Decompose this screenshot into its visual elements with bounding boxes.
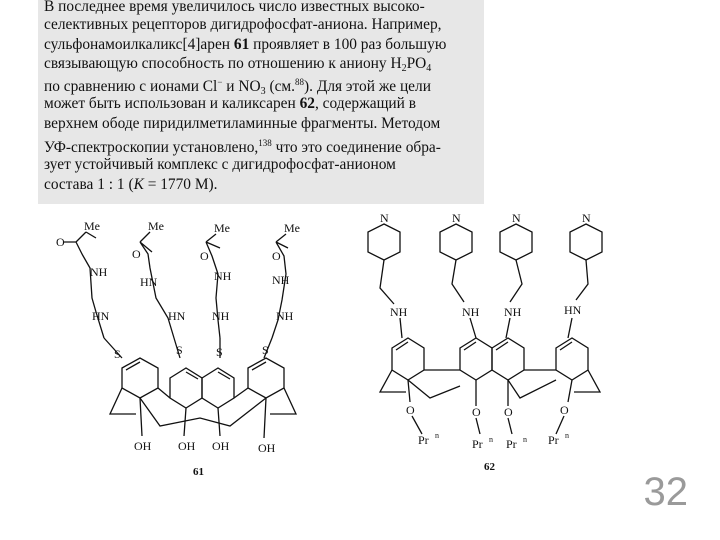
text-line-6: может быть использован и каликсарен 62, содержащий в xyxy=(44,95,417,112)
svg-text:n: n xyxy=(565,431,569,440)
svg-text:HN: HN xyxy=(168,309,186,323)
compound-61-label: 61 xyxy=(193,466,204,478)
svg-text:OH: OH xyxy=(134,439,152,453)
svg-text:N: N xyxy=(380,211,389,225)
svg-text:N: N xyxy=(512,211,521,225)
svg-text:O: O xyxy=(504,405,513,419)
svg-text:NH: NH xyxy=(214,269,232,283)
svg-text:HN: HN xyxy=(92,309,110,323)
svg-text:OH: OH xyxy=(178,439,196,453)
svg-text:NH: NH xyxy=(276,309,294,323)
svg-text:Pr: Pr xyxy=(418,433,429,447)
svg-text:S: S xyxy=(176,343,183,357)
text-line-2: селективных рецепторов дигидрофосфат-аниона. Например, xyxy=(44,16,442,33)
svg-text:NH: NH xyxy=(504,305,522,319)
text-line-1: В последнее время увеличилось число известных высоко- xyxy=(44,0,425,15)
text-line-3: сульфонамоилкаликс[4]арен 61 проявляет в 100 раз большую xyxy=(44,36,447,53)
svg-text:O: O xyxy=(56,235,65,249)
text-line-9: зует устойчивый комплекс с дигидрофосфат-анионом xyxy=(44,156,396,173)
svg-text:NH: NH xyxy=(390,305,408,319)
svg-text:NH: NH xyxy=(462,305,480,319)
svg-text:O: O xyxy=(472,405,481,419)
text-line-7: верхнем ободе пиридилметиламинные фрагменты. Методом xyxy=(44,115,441,132)
compound-ref-62: 62 xyxy=(299,95,315,112)
svg-text:Me: Me xyxy=(214,221,230,235)
svg-text:HN: HN xyxy=(140,275,158,289)
svg-text:O: O xyxy=(132,247,141,261)
compound-61-structure xyxy=(64,232,296,438)
svg-text:Me: Me xyxy=(84,219,100,233)
svg-text:O: O xyxy=(560,403,569,417)
svg-text:S: S xyxy=(216,345,223,359)
svg-text:Me: Me xyxy=(284,221,300,235)
svg-text:O: O xyxy=(200,249,209,263)
svg-text:NH: NH xyxy=(212,309,230,323)
svg-text:Pr: Pr xyxy=(506,437,517,451)
svg-text:n: n xyxy=(489,435,493,444)
svg-text:NH: NH xyxy=(272,273,290,287)
svg-text:O: O xyxy=(406,403,415,417)
text-line-8: УФ-спектроскопии установлено,$^{138}$ что это соединение обра- xyxy=(44,138,441,156)
svg-text:OH: OH xyxy=(212,439,230,453)
svg-text:Pr: Pr xyxy=(548,433,559,447)
compound-62-label: 62 xyxy=(484,461,495,473)
svg-text:S: S xyxy=(262,343,269,357)
svg-text:N: N xyxy=(452,211,461,225)
chemical-structures xyxy=(40,208,620,478)
svg-text:Pr: Pr xyxy=(472,437,483,451)
svg-text:HN: HN xyxy=(564,303,582,317)
page-number: 32 xyxy=(643,470,688,514)
svg-text:OH: OH xyxy=(258,441,276,455)
compound-61-labels xyxy=(56,219,300,478)
svg-text:N: N xyxy=(582,211,591,225)
svg-text:n: n xyxy=(523,435,527,444)
text-excerpt xyxy=(38,0,484,204)
svg-text:O: O xyxy=(272,249,281,263)
svg-text:n: n xyxy=(435,431,439,440)
svg-text:S: S xyxy=(114,347,121,361)
text-line-4: связывающую способность по отношению к аниону $H_2PO_4$ xyxy=(44,55,432,74)
compound-62-labels xyxy=(380,211,591,473)
compound-ref-61: 61 xyxy=(233,36,250,53)
svg-text:NH: NH xyxy=(90,265,108,279)
text-line-10: состава 1 : 1 (K = 1770 М). xyxy=(44,176,218,193)
text-line-5: по сравнению с ионами Cl− и $NO_3$ (см.$^{88}$). Для этой же цели xyxy=(44,77,431,97)
svg-text:Me: Me xyxy=(148,219,164,233)
